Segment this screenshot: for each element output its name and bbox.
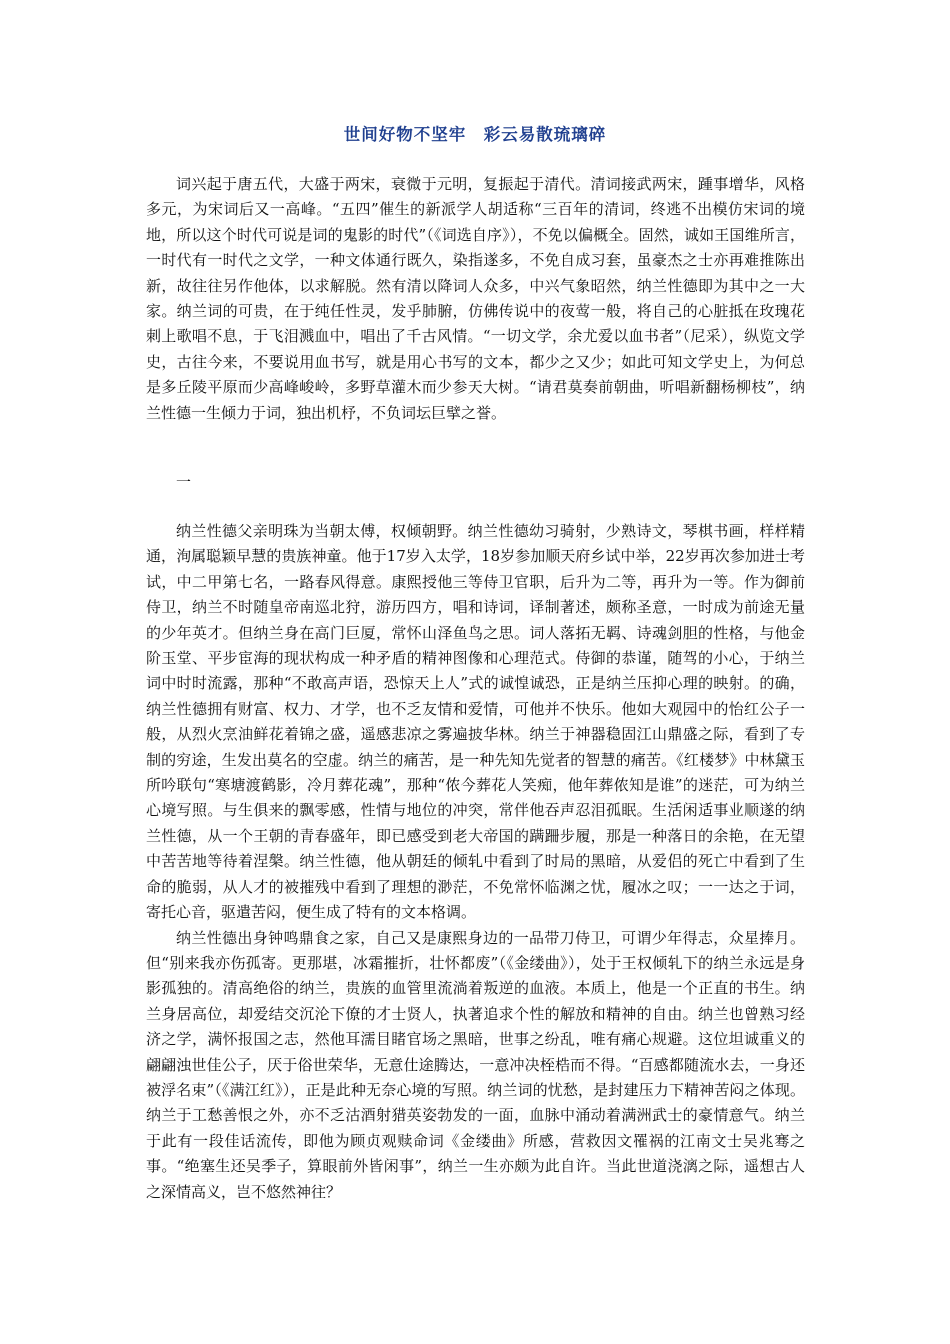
section-number: 一 (176, 473, 192, 491)
body-paragraph: 纳兰性德出身钟鸣鼎食之家，自己又是康熙身边的一品带刀侍卫，可谓少年得志，众星捧月。但“别来我亦伤孤寄。更那堪，冰霜摧折，壮怀都废”（《金缕曲》），处于王权倾轧下的纳兰永远是身影孤独的。清高绝俗的纳兰，贵族的血管里流淌着叛逆的血液。本质上，他是一个正直的书生。纳兰身居高位，却爱结交沉沦下僚的才士贤人，执著追求个性的解放和精神的自由。纳兰也曾熟习经济之学，满怀报国之志，然他耳濡目睹官场之黑暗，世事之纷乱，唯有痛心规避。这位坦诚重义的翩翩浊世佳公子，厌于俗世荣华，无意仕途腾达，一意冲决桎梏而不得。“百感都随流水去，一身还被浮名束”（《满江红》），正是此种无奈心境的写照。纳兰词的忧愁，是封建压力下精神苦闷之体现。纳兰于工愁善恨之外，亦不乏沽酒射猎英姿勃发的一面，血脉中涌动着满洲武士的豪情意气。纳兰于此有一段佳话流传，即他为顾贞观赎命词《金缕曲》所感，营救因文罹祸的江南文士吴兆骞之事。“绝塞生还吴季子，算眼前外皆闲事”，纳兰一生亦颇为此自许。当此世道浇漓之际，遥想古人之深情高义，岂不悠然神往？ (146, 928, 805, 1201)
intro-section (146, 172, 805, 426)
document-title: 世间好物不坚牢 彩云易散琉璃碎 (343, 125, 607, 144)
intro-paragraph: 词兴起于唐五代，大盛于两宋，衰微于元明，复振起于清代。清词接武两宋，踵事增华，风格多元，为宋词后又一高峰。“五四”催生的新派学人胡适称“三百年的清词，终逃不出模仿宋词的境地，所以这个时代可说是词的鬼影的时代”（《词选自序》），不免以偏概全。固然，诚如王国维所言，一时代有一时代之文学，一种文体通行既久，染指遂多，不免自成习套，虽豪杰之士亦再难推陈出新，故往往另作他体，以求解脱。然有清以降词人众多，中兴气象昭然，纳兰性德即为其中之一大家。纳兰词的可贵，在于纯任性灵，发乎肺腑，仿佛传说中的夜莺一般，将自己的心脏抵在玫瑰花刺上歌唱不息，于飞泪溅血中，唱出了千古风情。“一切文学，余尤爱以血书者”（尼采），纵览文学史，古往今来，不要说用血书写，就是用心书写的文本，都少之又少；如此可知文学史上，为何总是多丘陵平原而少高峰峻岭，多野草灌木而少参天大树。“请君莫奏前朝曲，听唱新翻杨柳枝”，纳兰性德一生倾力于词，独出机杼，不负词坛巨擘之誉。 (146, 175, 805, 422)
section-one-body (146, 519, 805, 1205)
body-paragraph: 纳兰性德父亲明珠为当朝太傅，权倾朝野。纳兰性德幼习骑射，少熟诗文，琴棋书画，样样精通，洵属聪颖早慧的贵族神童。他于17岁入太学，18岁参加顺天府乡试中举，22岁再次参加进士考试，中二甲第七名，一路春风得意。康熙授他三等侍卫官职，后升为二等，再升为一等。作为御前侍卫，纳兰不时随皇帝南巡北狩，游历四方，唱和诗词，译制著述，颇称圣意，一时成为前途无量的少年英才。但纳兰身在高门巨厦，常怀山泽鱼鸟之思。词人落拓无羁、诗魂剑胆的性格，与他金阶玉堂、平步宦海的现状构成一种矛盾的精神图像和心理范式。侍御的恭谨，随驾的小心，于纳兰词中时时流露，那种“不敢高声语，恐惊天上人”式的诚惶诚恐，正是纳兰压抑心理的映射。的确，纳兰性德拥有财富、权力、才学，也不乏友情和爱情，可他并不快乐。他如大观园中的怡红公子一般，从烈火烹油鲜花着锦之盛，遥感悲凉之雾遍披华林。纳兰于神器稳固江山鼎盛之际，看到了专制的穷途，生发出莫名的空虚。纳兰的痛苦，是一种先知先觉者的智慧的痛苦。《红楼梦》中林黛玉所吟联句“寒塘渡鹤影，冷月葬花魂”，那种“侬今葬花人笑痴，他年葬侬知是谁”的迷茫，可为纳兰心境写照。与生俱来的飘零感，性情与地位的冲突，常伴他吞声忍泪孤眠。生活闲适事业顺遂的纳兰性德，从一个王朝的青春盛年，即已感受到老大帝国的蹒跚步履，那是一种落日的余艳，在无望中苦苦地等待着涅槃。纳兰性德，他从朝廷的倾轧中看到了时局的黑暗，从爱侣的死亡中看到了生命的脆弱，从人才的被摧残中看到了理想的渺茫，不免常怀临渊之忧，履冰之叹；一一达之于词，寄托心音，驱遣苦闷，便生成了特有的文本格调。 (146, 522, 805, 922)
